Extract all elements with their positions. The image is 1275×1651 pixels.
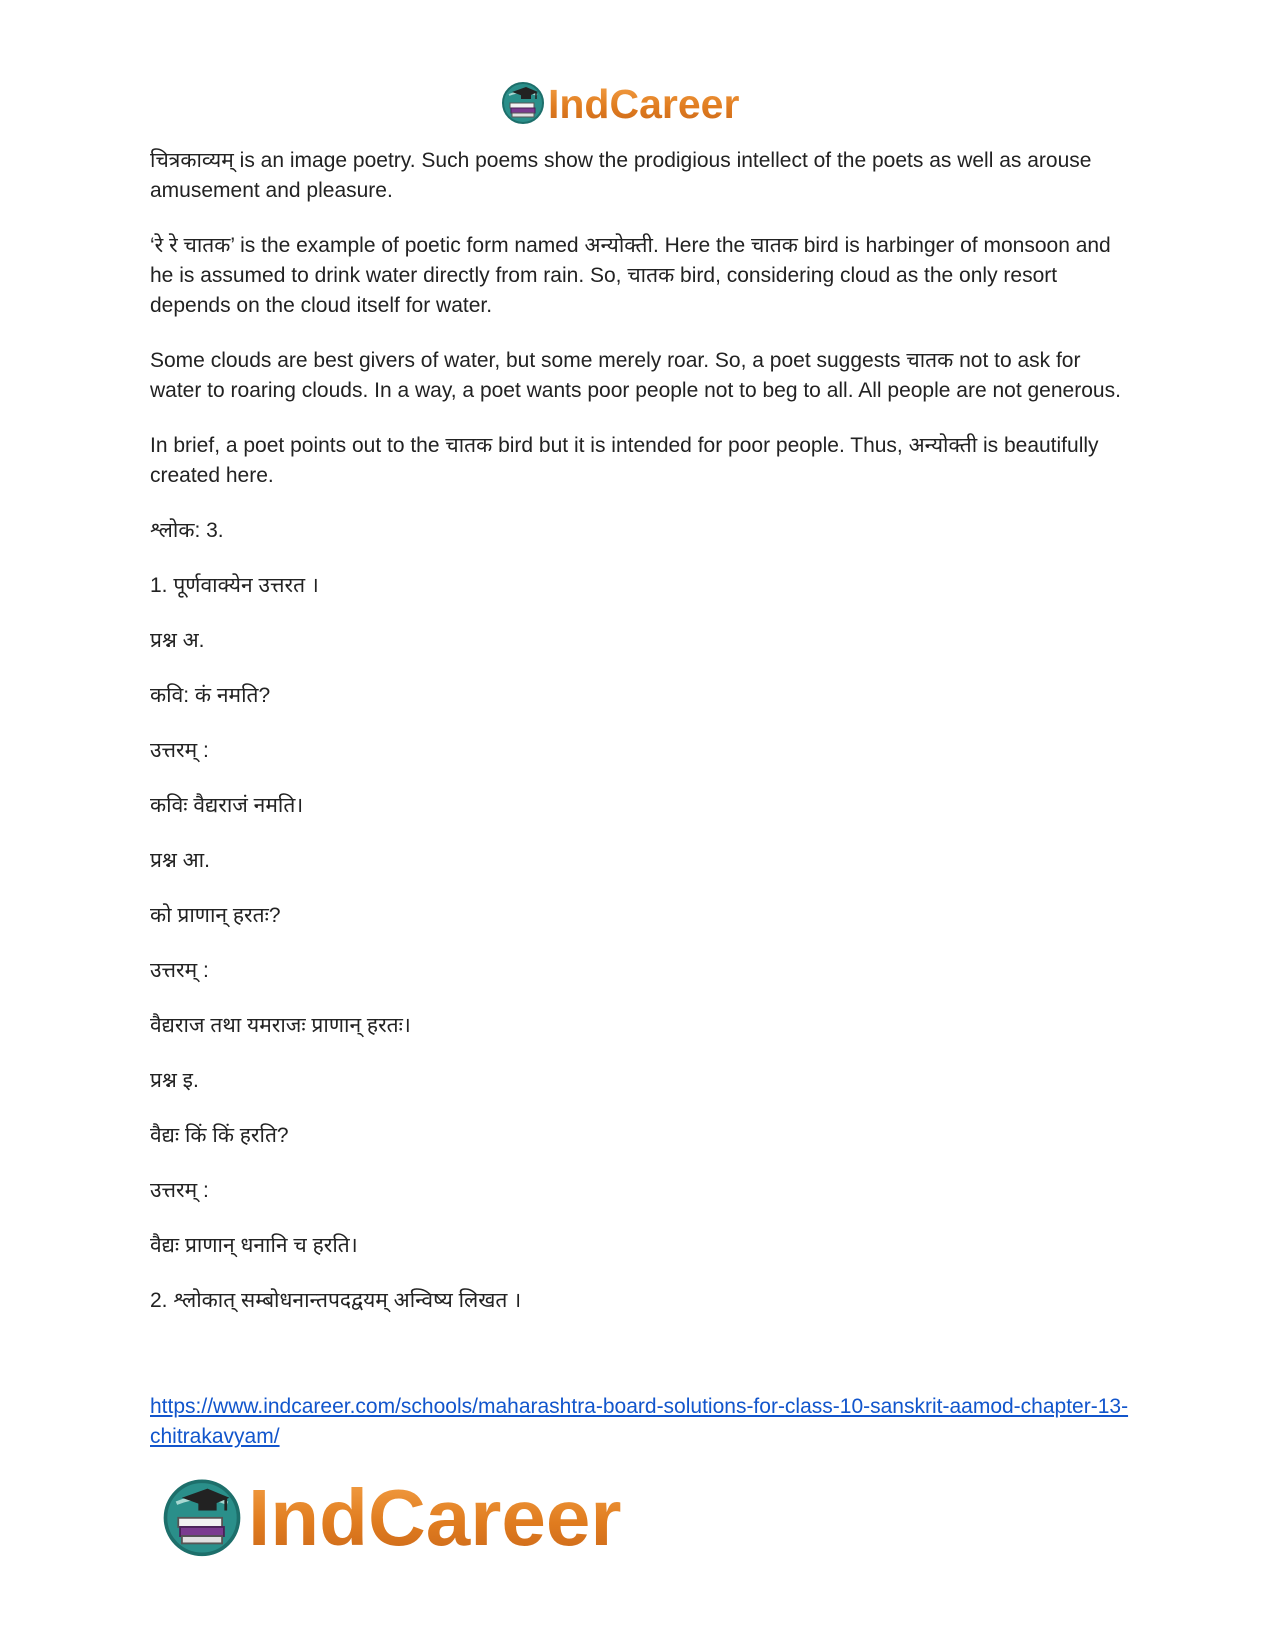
document-body [150, 146, 1130, 1341]
answer-text: वैद्यः प्राणान् धनानि च हरति। [150, 1234, 358, 1257]
footer-logo [160, 1468, 621, 1568]
answer-label: उत्तरम् : [150, 739, 209, 762]
question-section-heading: 2. श्लोकात् सम्बोधनान्तपदद्वयम् अन्विष्य लिखत । [150, 1289, 522, 1312]
answer-label: उत्तरम् : [150, 959, 209, 982]
question-text: वैद्यः किं किं हरति? [150, 1124, 289, 1147]
shloka-heading: श्लोक: 3. [150, 519, 224, 542]
question-label: प्रश्न अ. [150, 629, 205, 652]
answer-text: वैद्यराज तथा यमराजः प्राणान् हरतः। [150, 1014, 411, 1037]
paragraph-anyokti: ‘रे रे चातक’ is the example of poetic form named अन्योक्ती. Here the चातक bird is harbinger of monsoon and he is assumed to drink water directly from rain. So, चातक bird, considering cloud as the only resort depends on the cloud itself for water. [150, 234, 1111, 317]
question-label: प्रश्न आ. [150, 849, 210, 872]
question-text: को प्राणान् हरतः? [150, 904, 281, 927]
source-link[interactable]: https://www.indcareer.com/schools/maharashtra-board-solutions-for-class-10-sanskrit-aamod-chapter-13-chitrakavyam/ [150, 1395, 1129, 1448]
paragraph-intro: चित्रकाव्यम् is an image poetry. Such poems show the prodigious intellect of the poets as well as arouse amusement and pleasure. [150, 149, 1092, 202]
paragraph-brief: In brief, a poet points out to the चातक bird but it is intended for poor people. Thus, अन्योक्ती is beautifully created here. [150, 434, 1099, 487]
question-section-heading: 1. पूर्णवाक्येन उत्तरत । [150, 574, 319, 597]
paragraph-clouds: Some clouds are best givers of water, but some merely roar. So, a poet suggests चातक not to ask for water to roaring clouds. In a way, a poet wants poor people not to beg to all. All people are not generous. [150, 349, 1121, 402]
question-label: प्रश्न इ. [150, 1069, 199, 1092]
question-text: कवि: कं नमति? [150, 684, 271, 707]
header-logo [500, 78, 739, 130]
source-link-block [150, 1392, 1130, 1452]
logo-wordmark: IndCareer [248, 1473, 622, 1562]
book-graduation-cap-globe-icon [500, 79, 546, 130]
book-graduation-cap-globe-icon [160, 1474, 244, 1563]
answer-text: कविः वैद्यराजं नमति। [150, 794, 304, 817]
logo-wordmark: IndCareer [548, 80, 740, 127]
answer-label: उत्तरम् : [150, 1179, 209, 1202]
